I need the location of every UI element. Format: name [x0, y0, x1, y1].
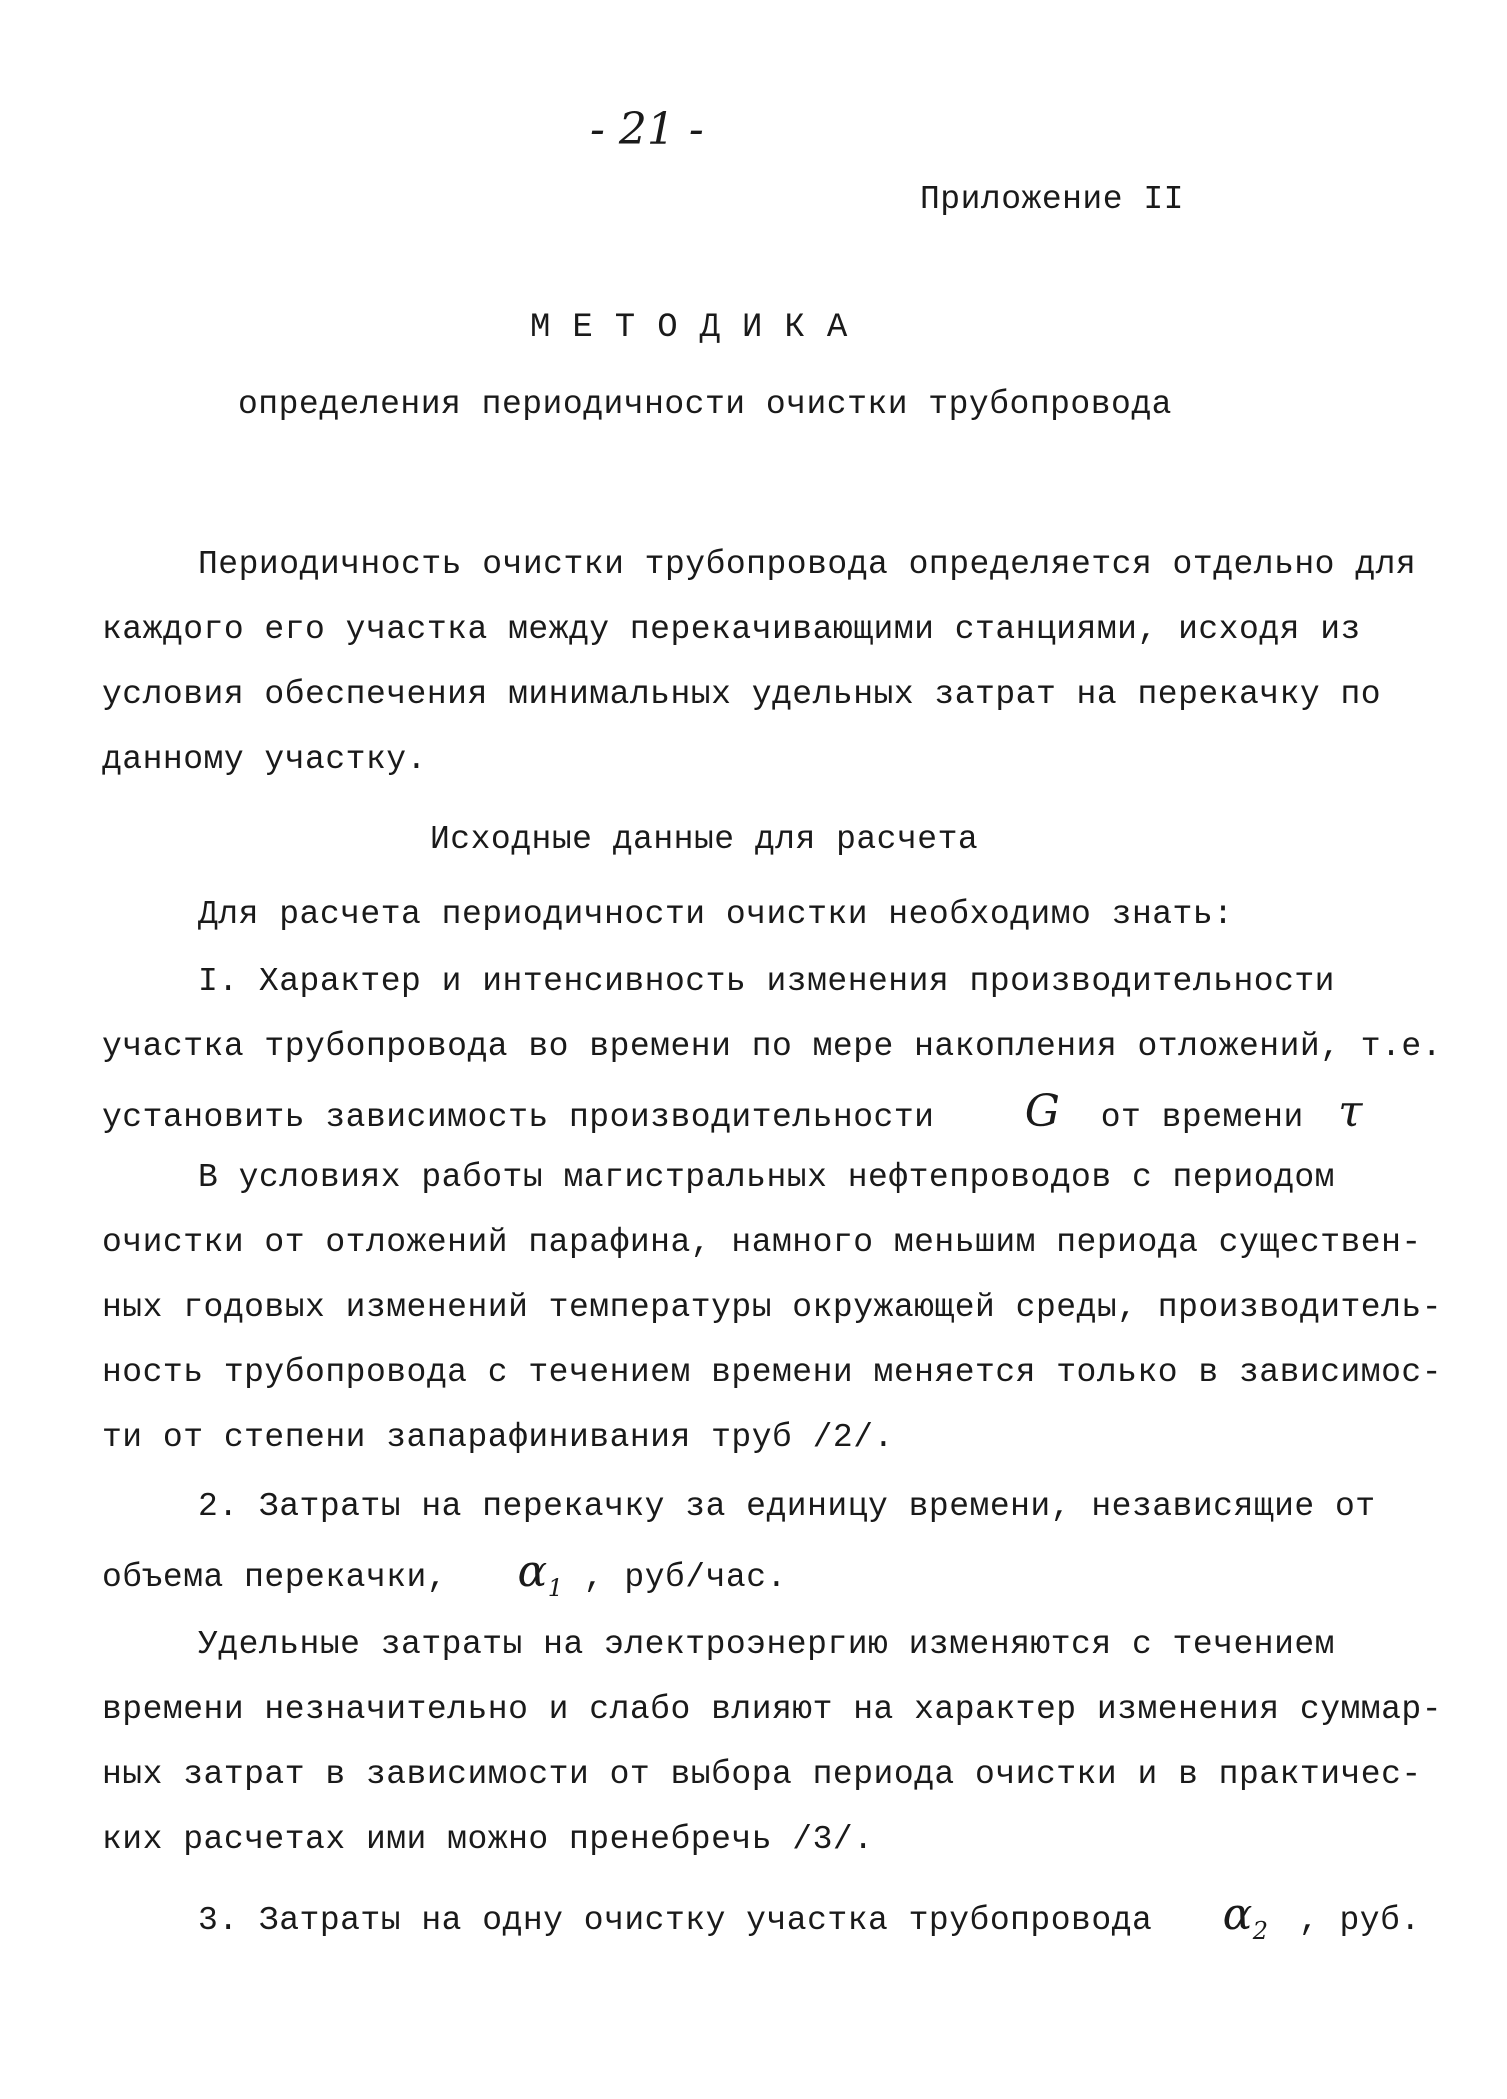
para-b-line-4: ность трубопровода с течением времени меняется только в зависимос-: [102, 1354, 1443, 1391]
appendix-label: Приложение II: [920, 181, 1184, 218]
symbol-alpha-2: [1222, 1889, 1269, 1951]
page-number: - 21 -: [590, 104, 704, 155]
para-c-line-4: ких расчетах ими можно пренебречь /3/.: [102, 1821, 874, 1858]
para-b-line-5: ти от степени запарафинивания труб /2/.: [102, 1419, 894, 1456]
item1-line-1: I. Характер и интенсивность изменения производительности: [198, 963, 1335, 1000]
intro-line-3: условия обеспечения минимальных удельных затрат на перекачку по: [102, 676, 1382, 713]
intro-line-2: каждого его участка между перекачивающими станциями, исходя из: [102, 611, 1361, 648]
alpha-2-subscript: 2: [1252, 1916, 1269, 1945]
section-heading: Исходные данные для расчета: [430, 821, 979, 858]
para-b-line-1: В условиях работы магистральных нефтепроводов с периодом: [198, 1159, 1335, 1196]
intro-line-4: данному участку.: [102, 741, 427, 778]
symbol-time: τ: [1338, 1086, 1363, 1137]
lead-line: Для расчета периодичности очистки необходимо знать:: [198, 896, 1234, 933]
item1-line-3-text: установить зависимость производительности: [102, 1099, 935, 1136]
para-b-line-2: очистки от отложений парафина, намного меньшим периода существен-: [102, 1224, 1422, 1261]
para-c-line-2: времени незначительно и слабо влияют на характер изменения суммар-: [102, 1691, 1443, 1728]
item3-tail: , руб.: [1298, 1902, 1421, 1939]
document-subtitle: определения периодичности очистки трубопровода: [238, 386, 1172, 423]
item2-line-2-text: объема перекачки,: [102, 1559, 448, 1596]
alpha-1-subscript: 1: [547, 1573, 564, 1602]
item1-line-3-mid: от времени: [1100, 1099, 1304, 1136]
symbol-alpha-1: [517, 1546, 564, 1608]
item3-line: [198, 1889, 1421, 1951]
item2-line-2-tail: , руб/час.: [583, 1559, 787, 1596]
para-b-line-3: ных годовых изменений температуры окружающей среды, производитель-: [102, 1289, 1443, 1326]
item1-line-2: участка трубопровода во времени по мере накопления отложений, т.е.: [102, 1028, 1443, 1065]
symbol-productivity: G: [1024, 1086, 1061, 1137]
alpha-1-glyph: α: [517, 1546, 548, 1597]
item2-line-2: [102, 1546, 787, 1608]
intro-line-1: Периодичность очистки трубопровода определяется отдельно для: [198, 546, 1417, 583]
para-c-line-1: Удельные затраты на электроэнергию изменяются с течением: [198, 1626, 1335, 1663]
item2-line-1: 2. Затраты на перекачку за единицу времени, независящие от: [198, 1488, 1376, 1525]
document-title: МЕТОДИКА: [530, 309, 870, 347]
alpha-2-glyph: α: [1222, 1889, 1253, 1940]
item1-line-3: [102, 1086, 1363, 1138]
item3-text: 3. Затраты на одну очистку участка трубопровода: [198, 1902, 1153, 1939]
para-c-line-3: ных затрат в зависимости от выбора периода очистки и в практичес-: [102, 1756, 1422, 1793]
